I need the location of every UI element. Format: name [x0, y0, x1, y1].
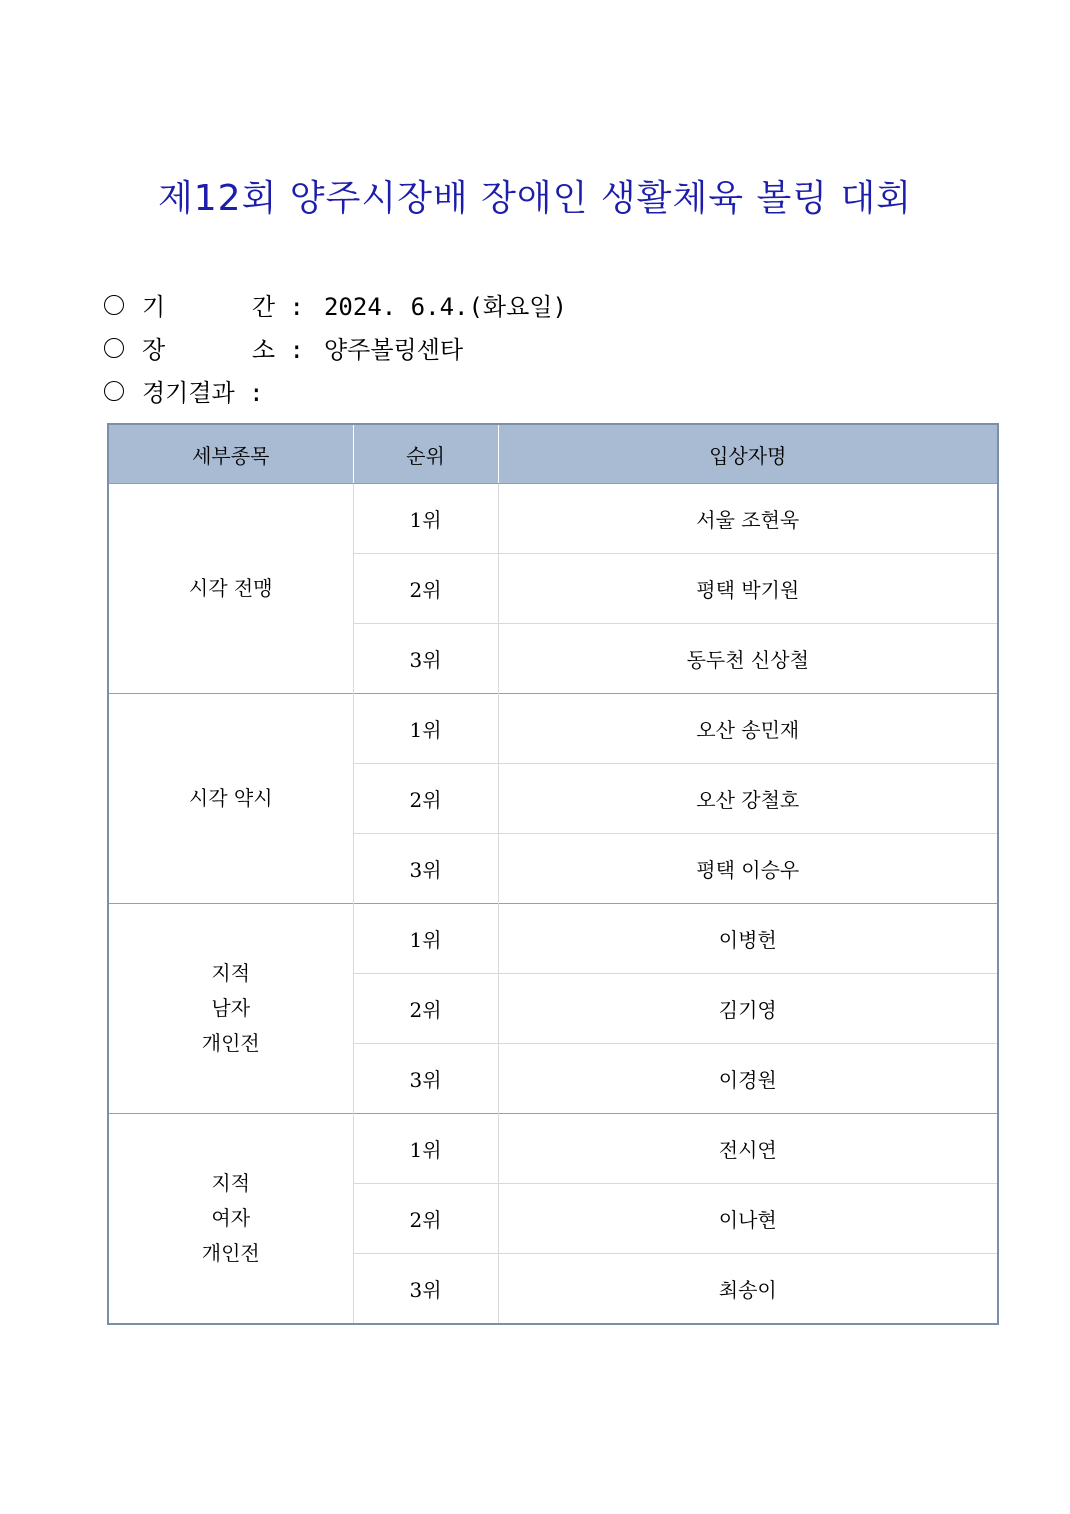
- category-cell: [108, 484, 353, 694]
- winner-cell: 최송이: [498, 1254, 998, 1325]
- table-row: [108, 1114, 998, 1184]
- header-winner: 입상자명: [498, 424, 998, 484]
- winner-cell: 오산 강철호: [498, 764, 998, 834]
- info-label: 장 소 :: [142, 336, 304, 364]
- info-label: 기 간 :: [142, 293, 304, 321]
- category-label: 시각 전맹: [188, 576, 273, 600]
- header-category: 세부종목: [108, 424, 353, 484]
- info-line-venue: [104, 330, 463, 365]
- info-line-period: [104, 287, 567, 322]
- rank-cell: 3위: [353, 624, 498, 694]
- info-line-results: [104, 373, 264, 408]
- winner-cell: 서울 조현욱: [498, 484, 998, 554]
- winner-cell: 오산 송민재: [498, 694, 998, 764]
- winner-cell: 이경원: [498, 1044, 998, 1114]
- winner-cell: 평택 이승우: [498, 834, 998, 904]
- rank-cell: 1위: [353, 1114, 498, 1184]
- category-cell: [108, 904, 353, 1114]
- rank-cell: 3위: [353, 1254, 498, 1325]
- category-label: 지적: [211, 1171, 251, 1195]
- winner-cell: 전시연: [498, 1114, 998, 1184]
- table-row: [108, 484, 998, 554]
- category-label: 개인전: [201, 1031, 260, 1055]
- winner-cell: 이나현: [498, 1184, 998, 1254]
- category-label: 지적: [211, 961, 251, 985]
- bullet-circle-icon: [104, 381, 124, 401]
- table-row: [108, 904, 998, 974]
- winner-cell: 평택 박기원: [498, 554, 998, 624]
- rank-cell: 2위: [353, 1184, 498, 1254]
- rank-cell: 2위: [353, 764, 498, 834]
- header-rank: 순위: [353, 424, 498, 484]
- rank-cell: 3위: [353, 1044, 498, 1114]
- rank-cell: 2위: [353, 974, 498, 1044]
- rank-cell: 1위: [353, 484, 498, 554]
- table-row: [108, 694, 998, 764]
- category-cell: [108, 1114, 353, 1325]
- category-label: 시각 약시: [188, 786, 273, 810]
- results-table: [107, 423, 999, 1325]
- rank-cell: 1위: [353, 904, 498, 974]
- rank-cell: 2위: [353, 554, 498, 624]
- info-value: 2024. 6.4.(화요일): [323, 293, 567, 321]
- bullet-circle-icon: [104, 295, 124, 315]
- category-label: 남자: [211, 996, 251, 1020]
- document-title: 제12회 양주시장배 장애인 생활체육 볼링 대회: [158, 178, 912, 219]
- category-label: 개인전: [201, 1241, 260, 1265]
- rank-cell: 1위: [353, 694, 498, 764]
- category-cell: [108, 694, 353, 904]
- winner-cell: 동두천 신상철: [498, 624, 998, 694]
- bullet-circle-icon: [104, 338, 124, 358]
- rank-cell: 3위: [353, 834, 498, 904]
- info-value: 양주볼링센타: [323, 336, 464, 364]
- info-label: 경기결과 :: [142, 379, 264, 407]
- category-label: 여자: [211, 1206, 251, 1230]
- winner-cell: 이병헌: [498, 904, 998, 974]
- winner-cell: 김기영: [498, 974, 998, 1044]
- table-header-row: [108, 424, 998, 484]
